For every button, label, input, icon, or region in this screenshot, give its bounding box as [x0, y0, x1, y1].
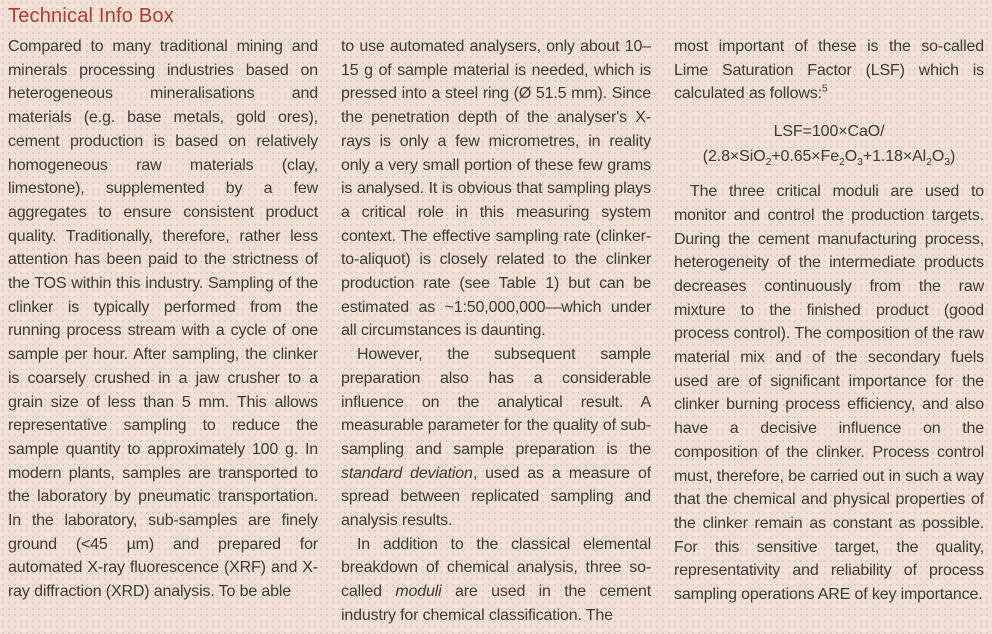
body-paragraph: The three critical moduli are used to monitor and control the production targets. During the cement manufacturing process, heterogeneity of the intermediate products decreases continuously from the raw mixture to the finished product (good process control). The composition of the raw material mix and of the secondary fuels used are of significant importance for the clinker burning process efficiency, and also have a decisive influence on the composition of the clinker. Process control must, therefore, be carried out in such a way that the chemical and physical properties of the clinker remain as constant as possible. For this sensitive target, the quality, representativity and reliability of process sampling operations ARE of key importance. [674, 183, 984, 604]
column-1 [8, 35, 318, 633]
body-paragraph: most important of these is the so-called Lime Saturation Factor (LSF) which is calculated as follows:$^5$ [674, 38, 984, 103]
column-3 [674, 35, 984, 633]
formula-line-2: $(2.8\times SiO_2+0.65\times Fe_2O_3+1.18\times Al_2O_3)$ [702, 148, 956, 169]
body-paragraph: In addition to the classical elemental breakdown of chemical analysis, three so-called moduli are used in the cement industry for chemical classification. The [341, 535, 651, 624]
body-paragraph: to use automated analysers, only about 10–15 g of sample material is needed, which is pressed into a steel ring (Ø 51.5 mm). Since the penetration depth of the analyser's X-rays is only a few micrometres, in reality only a very small portion of these few grams is analysed. It is obvious that sampling plays a critical role in this measuring system context. The effective sampling rate (clinker-to-aliquot) is closely related to the clinker production rate (see Table 1) but can be estimated as ~1:50,000,000—which under all circumstances is daunting. [341, 38, 651, 340]
three-column-layout [8, 35, 986, 633]
infobox-title: Technical Info Box [8, 5, 174, 27]
body-paragraph: Compared to many traditional mining and minerals processing industries based on heterogeneous mineralisations and materials (e.g. base metals, gold ores), cement production is based on relatively homogeneous raw materials (clay, limestone), supplemented by a few aggregates to ensure consistent product quality. Traditionally, therefore, rather less attention has been paid to the strictness of the TOS within this industry. Sampling of the clinker is typically performed from the running process stream with a cycle of one sample per hour. After sampling, the clinker is coarsely crushed in a jaw crusher to a grain size of less than 5 mm. This allows representative sampling to reduce the sample quantity to approximately 100 g. In modern plants, samples are transported to the laboratory by pneumatic transportation. In the laboratory, sub-samples are finely ground (<45 µm) and prepared for automated X-ray fluorescence (XRF) and X-ray diffraction (XRD) analysis. To be able [8, 38, 318, 601]
column-2 [341, 35, 651, 633]
lsf-formula [674, 119, 984, 169]
formula-line-1: LSF=100×CaO/ [773, 123, 885, 141]
body-paragraph: However, the subsequent sample preparation also has a considerable influence on the analytical result. A measurable parameter for the quality of sub-sampling and sample preparation is the standard deviation, used as a measure of spread between replicated sampling and analysis results. [341, 346, 651, 530]
